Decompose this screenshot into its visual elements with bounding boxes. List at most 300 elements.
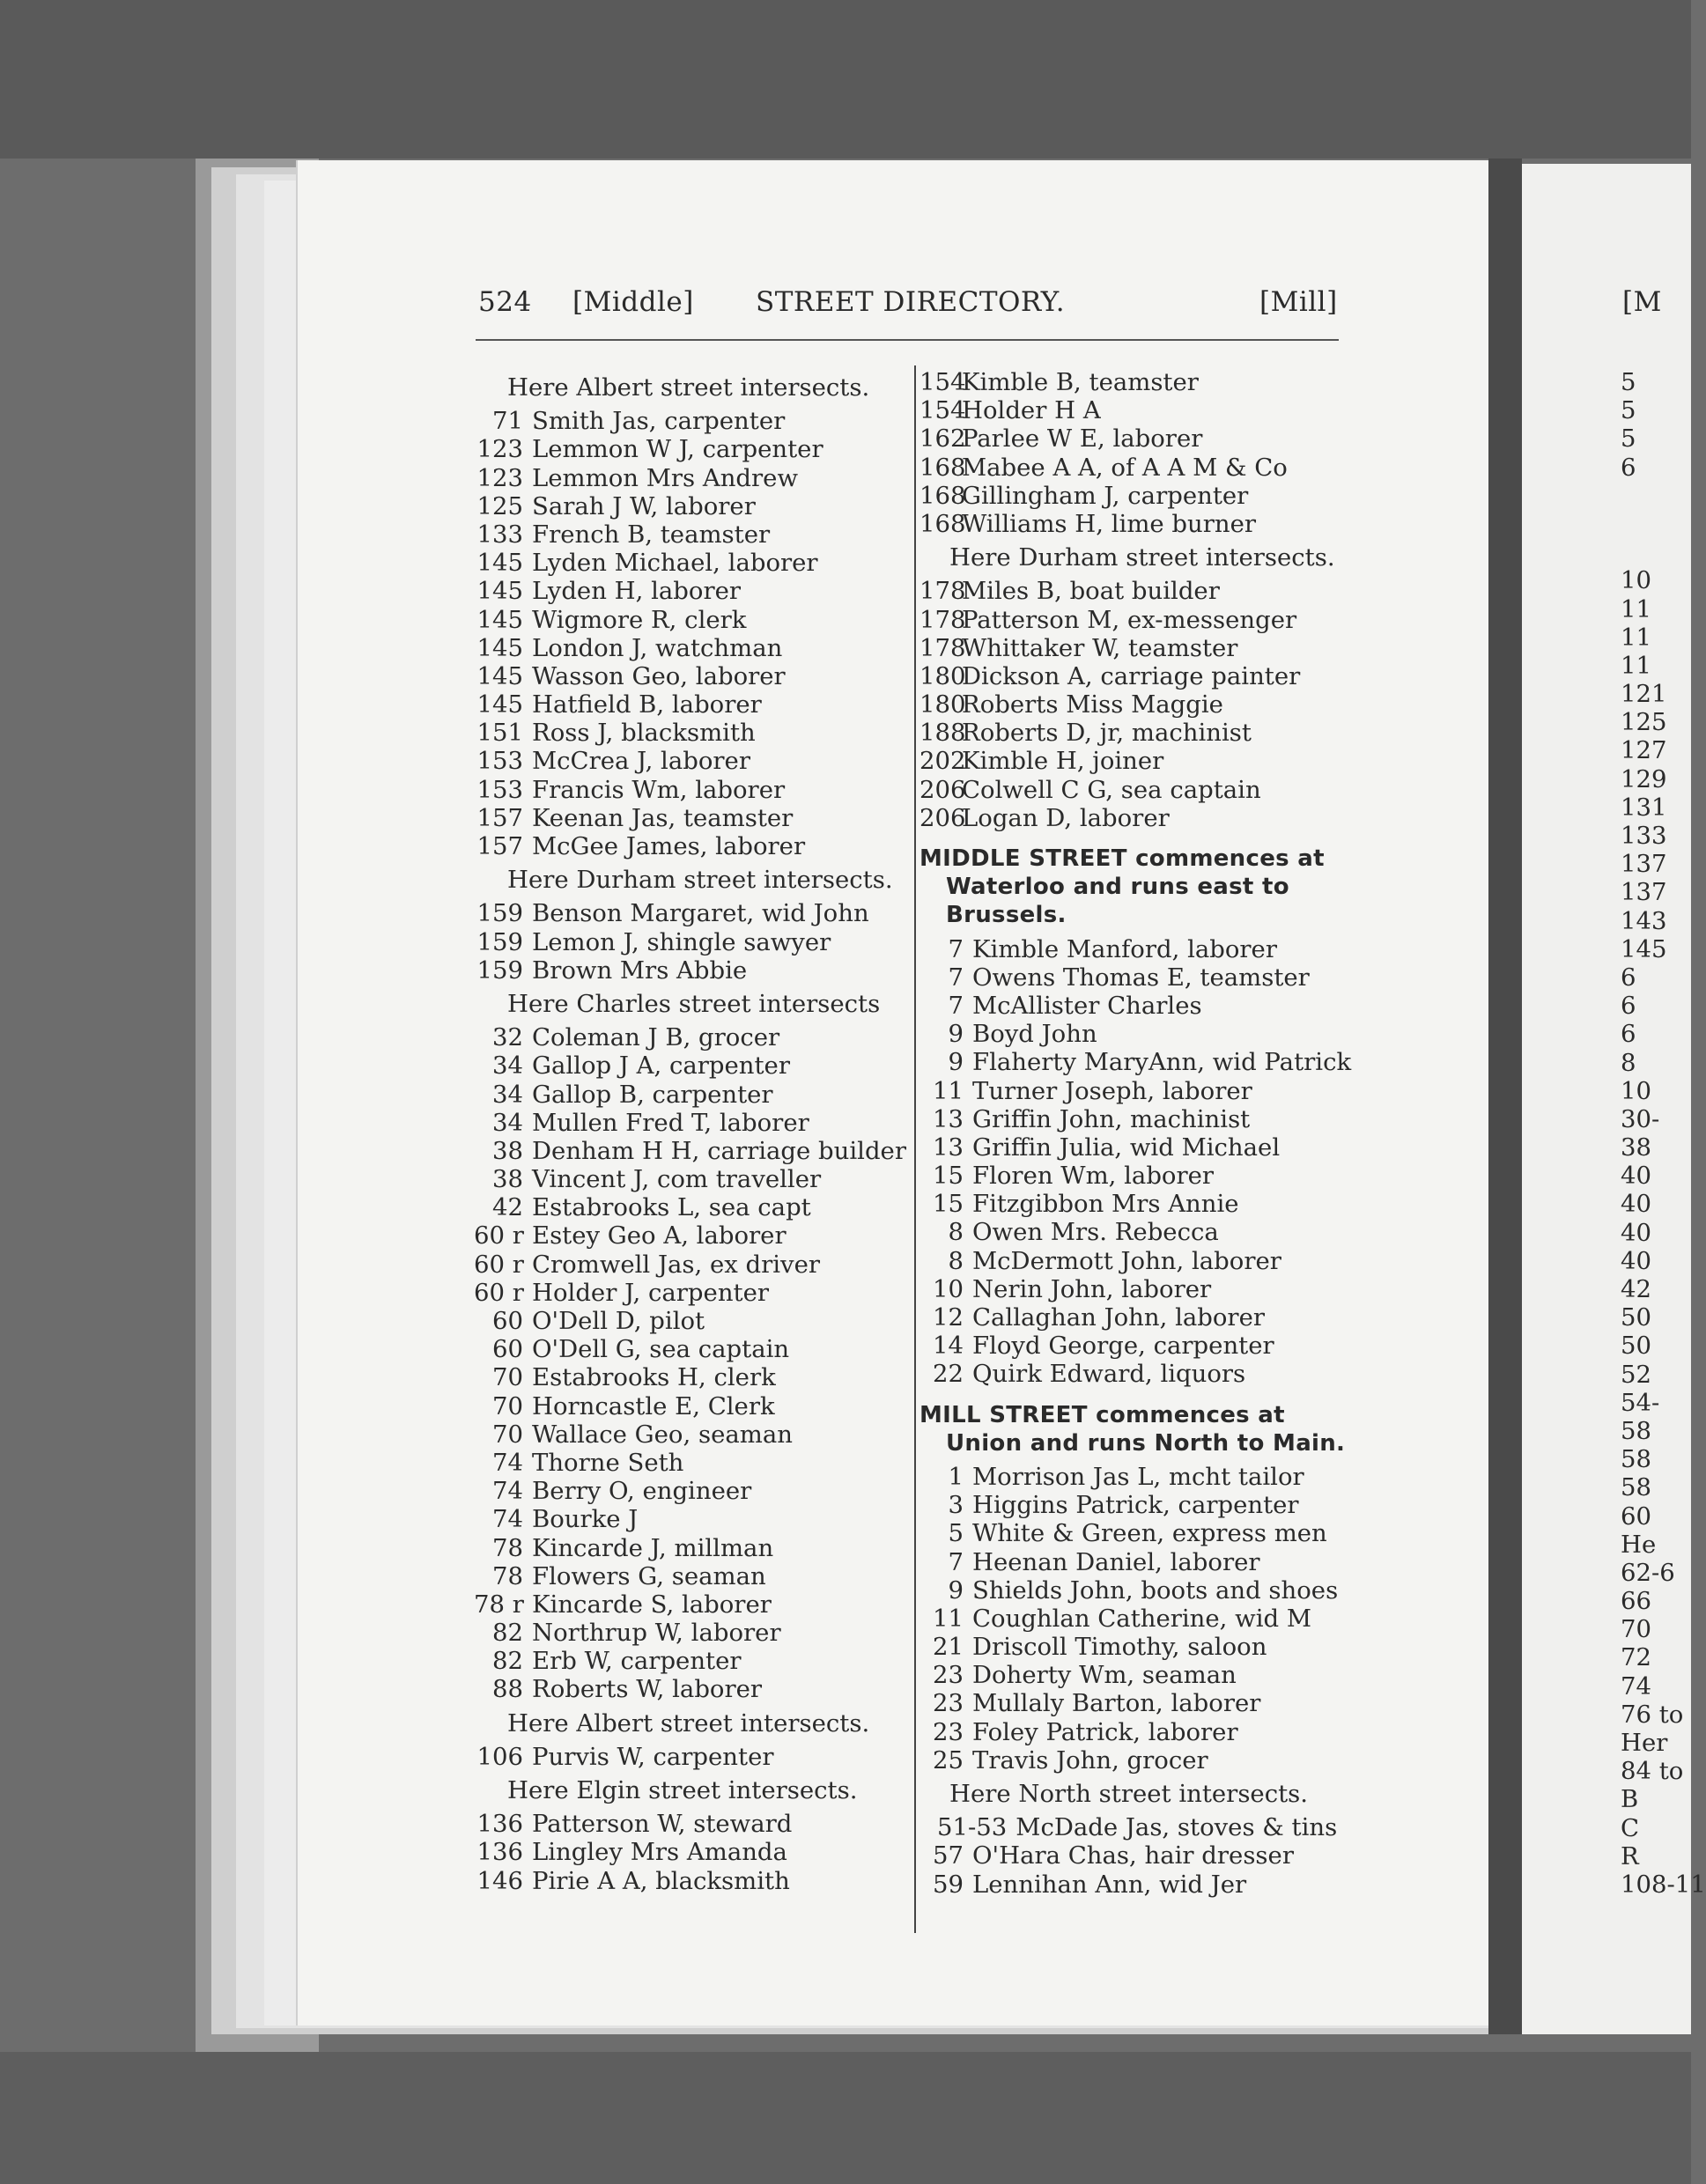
house-number: 180 [919,690,966,719]
street-heading: Union and runs North to Main. [946,1429,1346,1457]
resident-name: Lemmon W J, carpenter [532,435,823,464]
directory-entry [919,1633,1360,1661]
house-number: 145 [476,633,523,662]
house-number: 157 [476,803,523,832]
intersection-note: Here Albert street intersects. [507,1708,870,1738]
facing-page-fragment: 145 [1621,934,1667,963]
facing-page-fragment: 40 [1621,1218,1651,1247]
resident-name: Mabee A A, of A A M & Co [962,453,1288,482]
resident-name: Ross J, blacksmith [532,719,756,748]
facing-page-fragment: 6 [1621,963,1636,992]
resident-name: Estabrooks H, clerk [532,1363,776,1392]
directory-entry [474,634,910,662]
house-number: 38 [492,1136,523,1165]
resident-name: Boyd John [972,1020,1097,1049]
directory-entry [919,776,1360,804]
resident-name: Francis Wm, laborer [532,775,786,804]
house-number: 15 [933,1190,964,1219]
house-number: 125 [476,491,523,520]
house-number: 159 [476,956,523,985]
resident-name: McDade Jas, stoves & tins [1015,1813,1338,1842]
resident-name: Colwell C G, sea captain [962,775,1261,804]
house-number: 70 [492,1391,523,1420]
house-number: 168 [919,453,966,482]
house-number: 145 [476,661,523,690]
resident-name: Thorne Seth [532,1448,684,1477]
directory-entry [474,1307,910,1335]
resident-name: McAllister Charles [972,991,1202,1020]
resident-name: Lemon J, shingle sawyer [532,927,831,956]
house-number: 145 [476,605,523,634]
resident-name: Wasson Geo, laborer [532,661,786,690]
intersection-note: Here North street intersects. [949,1780,1309,1808]
house-number: 145 [476,577,523,606]
resident-name: Estey Geo A, laborer [532,1221,787,1251]
resident-name: Wallace Geo, seaman [532,1420,793,1449]
resident-name: Nerin John, laborer [972,1274,1212,1303]
directory-entry [474,1363,910,1391]
house-number: 82 [492,1619,523,1648]
street-heading: MILL STREET commences at [919,1401,1285,1428]
house-number: 206 [919,803,966,832]
directory-entry [919,606,1360,634]
scan-background-top [0,0,1691,159]
directory-entry [919,368,1360,396]
house-number: 151 [476,719,523,748]
directory-entry [474,1562,910,1590]
directory-entry [474,1867,910,1895]
house-number: 202 [919,747,966,776]
house-number: 23 [933,1661,964,1690]
house-number: 162 [919,424,966,454]
resident-name: Griffin Julia, wid Michael [972,1133,1281,1162]
resident-name: Logan D, laborer [962,803,1170,832]
left-column [474,368,910,1895]
resident-name: White & Green, express men [972,1519,1327,1548]
house-number: 145 [476,690,523,719]
facing-page-fragment: 121 [1621,680,1667,709]
house-number: 14 [933,1332,964,1361]
directory-entry [474,1335,910,1363]
directory-entry [919,690,1360,719]
directory-entry [474,1590,910,1619]
facing-page-fragment: 38 [1621,1133,1651,1162]
facing-page-fragment: B [1621,1785,1639,1814]
resident-name: Kimble Manford, laborer [972,934,1277,963]
directory-entry [474,690,910,719]
house-number: 7 [948,963,964,992]
resident-name: Purvis W, carpenter [532,1742,774,1771]
directory-entry [919,1661,1360,1689]
directory-entry [474,1081,910,1109]
directory-entry [474,804,910,832]
resident-name: Keenan Jas, teamster [532,803,794,832]
resident-name: McDermott John, laborer [972,1246,1281,1275]
facing-page-fragment: 137 [1621,850,1667,879]
directory-entry [474,1137,910,1165]
resident-name: Gillingham J, carpenter [962,481,1249,510]
resident-name: Parlee W E, laborer [962,424,1203,454]
house-number: 23 [933,1689,964,1718]
directory-entry [474,520,910,549]
resident-name: Lemmon Mrs Andrew [532,463,798,492]
resident-name: Floren Wm, laborer [972,1162,1215,1191]
facing-page-fragment: He [1621,1530,1657,1559]
resident-name: Hatfield B, laborer [532,690,762,719]
directory-entry [474,492,910,520]
directory-entry [919,1548,1360,1576]
directory-entry [919,1105,1360,1133]
resident-name: Cromwell Jas, ex driver [532,1250,821,1279]
resident-name: Horncastle E, Clerk [532,1391,775,1420]
facing-page-fragment: 50 [1621,1332,1651,1361]
directory-entry [919,804,1360,832]
facing-page-fragment: Her [1621,1729,1668,1757]
directory-entry [474,747,910,775]
facing-page-fragment [1621,482,1691,510]
resident-name: Holder H A [962,396,1101,425]
resident-name: O'Hara Chas, hair dresser [972,1841,1294,1870]
resident-name: Williams H, lime burner [962,509,1257,538]
facing-page-fragment: 58 [1621,1416,1651,1445]
resident-name: Dickson A, carriage painter [962,661,1301,690]
directory-entry [474,606,910,634]
facing-page-fragment: 6 [1621,453,1636,482]
resident-name: Coleman J B, grocer [532,1023,780,1052]
facing-page-fragment: 129 [1621,764,1667,793]
resident-name: Owens Thomas E, teamster [972,963,1310,992]
resident-name: Higgins Patrick, carpenter [972,1491,1299,1520]
directory-entry [919,510,1360,538]
resident-name: Turner Joseph, laborer [972,1076,1252,1105]
facing-page-fragment: 42 [1621,1275,1651,1303]
resident-name: Heenan Daniel, laborer [972,1547,1260,1576]
directory-entry [919,662,1360,690]
directory-entry [919,1077,1360,1105]
directory-entry [474,1109,910,1137]
facing-page-fragment: C [1621,1813,1640,1842]
house-number: 154 [919,368,966,396]
facing-page-fragment: 6 [1621,1020,1636,1049]
resident-name: Driscoll Timothy, saloon [972,1633,1267,1662]
resident-name: McCrea J, laborer [532,747,750,776]
directory-entry [474,1838,910,1866]
house-number: 34 [492,1051,523,1081]
house-number: 10 [933,1274,964,1303]
house-number: 5 [948,1519,964,1548]
house-number: 136 [476,1838,523,1867]
house-number: 60 r [474,1278,524,1307]
house-number: 157 [476,832,523,860]
directory-entry [919,1519,1360,1547]
directory-entry [919,1463,1360,1491]
facing-page-fragment [1621,538,1691,566]
resident-name: French B, teamster [532,520,771,549]
house-number: 153 [476,775,523,804]
facing-page-fragment: 62-6 [1621,1558,1675,1587]
house-number: 34 [492,1108,523,1137]
street-heading: MIDDLE STREET commences at [919,845,1325,872]
directory-entry [919,992,1360,1020]
resident-name: Roberts Miss Maggie [962,690,1223,719]
facing-page-fragment: 143 [1621,906,1667,935]
house-number: 60 [492,1335,523,1364]
resident-name: Roberts W, laborer [532,1675,763,1704]
house-number: 1 [948,1462,964,1491]
intersection-note: Here Charles street intersects [507,989,881,1018]
facing-page-fragment: 74 [1621,1671,1651,1701]
house-number: 168 [919,509,966,538]
directory-entry [919,935,1360,963]
house-number: 106 [476,1742,523,1771]
directory-entry [919,1162,1360,1190]
house-number: 133 [476,520,523,549]
facing-page-fragment: 58 [1621,1473,1651,1502]
directory-entry [919,1275,1360,1303]
directory-entry [919,1576,1360,1605]
house-number: 51-53 [937,1813,1008,1842]
facing-page-fragment: 40 [1621,1246,1651,1275]
house-number: 74 [492,1477,523,1506]
house-number: 70 [492,1363,523,1392]
resident-name: Fitzgibbon Mrs Annie [972,1190,1239,1219]
resident-name: Whittaker W, teamster [962,633,1238,662]
house-number: 154 [919,396,966,425]
house-number: 145 [476,549,523,578]
resident-name: Berry O, engineer [532,1477,752,1506]
directory-entry [919,719,1360,747]
directory-entry [474,776,910,804]
directory-entry [919,1020,1360,1048]
facing-page-fragment: 70 [1621,1615,1651,1644]
house-number: 22 [933,1360,964,1389]
resident-name: McGee James, laborer [532,832,806,860]
house-number: 188 [919,719,966,748]
resident-name: Estabrooks L, sea capt [532,1193,811,1222]
facing-page-column [1621,368,1706,1899]
directory-entry [474,719,910,747]
house-number: 13 [933,1104,964,1133]
house-number: 159 [476,899,523,928]
directory-entry [474,832,910,860]
facing-page-fragment: 76 to [1621,1700,1684,1729]
house-number: 32 [492,1023,523,1052]
house-number: 71 [492,407,523,436]
directory-entry [474,928,910,956]
resident-name: Benson Margaret, wid John [532,899,869,928]
directory-entry [474,1165,910,1193]
house-number: 123 [476,463,523,492]
directory-entry [919,963,1360,992]
house-number: 178 [919,577,966,606]
house-number: 11 [933,1076,964,1105]
directory-entry [919,1841,1360,1870]
directory-entry [474,1675,910,1703]
directory-entry [474,407,910,435]
resident-name: Foley Patrick, laborer [972,1717,1238,1746]
facing-page-fragment: 58 [1621,1445,1651,1474]
house-number: 8 [948,1246,964,1275]
directory-entry [474,577,910,605]
facing-page-fragment: 11 [1621,623,1651,652]
directory-entry [919,1689,1360,1717]
directory-entry [919,1048,1360,1076]
intersection-note: Here Elgin street intersects. [507,1776,858,1804]
directory-entry [474,1392,910,1420]
book-gutter [1488,159,1522,2034]
house-number: 3 [948,1491,964,1520]
facing-page-fragment: 10 [1621,566,1651,595]
directory-entry [919,1247,1360,1275]
page-number: 524 [478,286,532,318]
facing-page-fragment: 8 [1621,1048,1636,1077]
house-number: 23 [933,1717,964,1746]
resident-name: Gallop B, carpenter [532,1080,773,1109]
resident-name: Roberts D, jr, machinist [962,719,1252,748]
house-number: 60 [492,1307,523,1335]
house-number: 7 [948,1547,964,1576]
resident-name: Griffin John, machinist [972,1104,1251,1133]
resident-name: Coughlan Catherine, wid M [972,1604,1311,1633]
resident-name: Kimble B, teamster [962,368,1199,396]
resident-name: Patterson M, ex-messenger [962,605,1297,634]
facing-page-fragment: 11 [1621,594,1651,623]
directory-entry [474,1619,910,1647]
directory-entry [919,1605,1360,1633]
resident-name: Lyden H, laborer [532,577,742,606]
intersection-note: Here Durham street intersects. [507,866,893,895]
directory-entry [474,956,910,985]
facing-page-fragment: 66 [1621,1587,1651,1616]
directory-entry [919,482,1360,510]
resident-name: Mullaly Barton, laborer [972,1689,1261,1718]
facing-page-fragment: 6 [1621,992,1636,1021]
directory-entry [474,1449,910,1477]
house-number: 25 [933,1745,964,1774]
intersection-note: Here Durham street intersects. [949,543,1335,572]
resident-name: Owen Mrs. Rebecca [972,1218,1219,1247]
street-heading: Waterloo and runs east to [946,874,1289,901]
directory-entry [919,1870,1360,1899]
page-title: STREET DIRECTORY. [756,286,1066,318]
directory-entry [919,747,1360,775]
directory-entry [474,1051,910,1080]
intersection-note: Here Albert street intersects. [507,373,870,402]
directory-entry [474,1743,910,1771]
house-number: 206 [919,775,966,804]
resident-name: O'Dell D, pilot [532,1307,705,1335]
house-number: 178 [919,633,966,662]
resident-name: Pirie A A, blacksmith [532,1866,790,1895]
house-number: 12 [933,1303,964,1332]
resident-name: Northrup W, laborer [532,1619,781,1648]
directory-entry [474,1810,910,1838]
house-number: 159 [476,927,523,956]
resident-name: Lingley Mrs Amanda [532,1838,787,1867]
right-column [919,368,1360,1899]
resident-name: Smith Jas, carpenter [532,407,786,436]
directory-entry [919,1218,1360,1246]
facing-page-fragment: 50 [1621,1303,1651,1332]
facing-page-fragment: 54- [1621,1388,1660,1417]
directory-entry [474,1534,910,1562]
house-number: 136 [476,1810,523,1839]
spacer [919,1389,1360,1401]
facing-page-header-key: [M [1622,286,1662,318]
directory-entry [919,1332,1360,1360]
house-number: 60 r [474,1221,524,1251]
facing-page-fragment: 40 [1621,1190,1651,1219]
resident-name: Patterson W, steward [532,1810,793,1839]
directory-entry [919,1746,1360,1774]
resident-name: Mullen Fred T, laborer [532,1108,809,1137]
facing-page-fragment: 30- [1621,1104,1660,1133]
resident-name: Kincarde S, laborer [532,1590,772,1619]
scan-background-bottom [0,2052,1691,2184]
facing-page-fragment: 125 [1621,708,1667,737]
resident-name: Erb W, carpenter [532,1647,742,1676]
house-number: 74 [492,1505,523,1534]
header-left-key: [Middle] [572,286,694,318]
resident-name: Gallop J A, carpenter [532,1051,790,1081]
directory-entry [919,577,1360,605]
resident-name: Quirk Edward, liquors [972,1360,1246,1389]
header-right-key: [Mill] [1259,286,1338,318]
resident-name: Miles B, boat builder [962,577,1220,606]
facing-page-fragment: 127 [1621,736,1667,765]
house-number: 153 [476,747,523,776]
house-number: 38 [492,1165,523,1194]
directory-entry [474,1279,910,1307]
directory-entry [919,1491,1360,1519]
house-number: 78 [492,1533,523,1562]
resident-name: Vincent J, com traveller [532,1165,822,1194]
house-number: 15 [933,1162,964,1191]
house-number: 34 [492,1080,523,1109]
facing-page-fragment: 84 to [1621,1757,1684,1786]
house-number: 57 [933,1841,964,1870]
directory-entry [474,549,910,577]
directory-entry [919,1190,1360,1218]
resident-name: Denham H H, carriage builder [532,1136,906,1165]
house-number: 180 [919,661,966,690]
facing-page-fragment: 10 [1621,1076,1651,1105]
resident-name: Lennihan Ann, wid Jer [972,1870,1247,1899]
resident-name: Flowers G, seaman [532,1561,766,1590]
resident-name: Holder J, carpenter [532,1278,769,1307]
house-number: 146 [476,1866,523,1895]
directory-entry [474,1193,910,1221]
facing-page-fragment: 131 [1621,793,1667,822]
directory-entry [919,1718,1360,1746]
resident-name: Flaherty MaryAnn, wid Patrick [972,1048,1352,1077]
column-divider [914,365,916,1933]
house-number: 8 [948,1218,964,1247]
directory-entry [474,1023,910,1051]
directory-entry [919,1133,1360,1162]
house-number: 11 [933,1604,964,1633]
resident-name: Floyd George, carpenter [972,1332,1274,1361]
header-rule [476,339,1339,341]
facing-page-fragment: R [1621,1841,1639,1870]
house-number: 178 [919,605,966,634]
resident-name: Lyden Michael, laborer [532,549,818,578]
resident-name: Travis John, grocer [972,1745,1208,1774]
resident-name: London J, watchman [532,633,783,662]
facing-page-fragment [1621,510,1691,538]
facing-page-fragment: 11 [1621,651,1651,680]
house-number: 7 [948,991,964,1020]
